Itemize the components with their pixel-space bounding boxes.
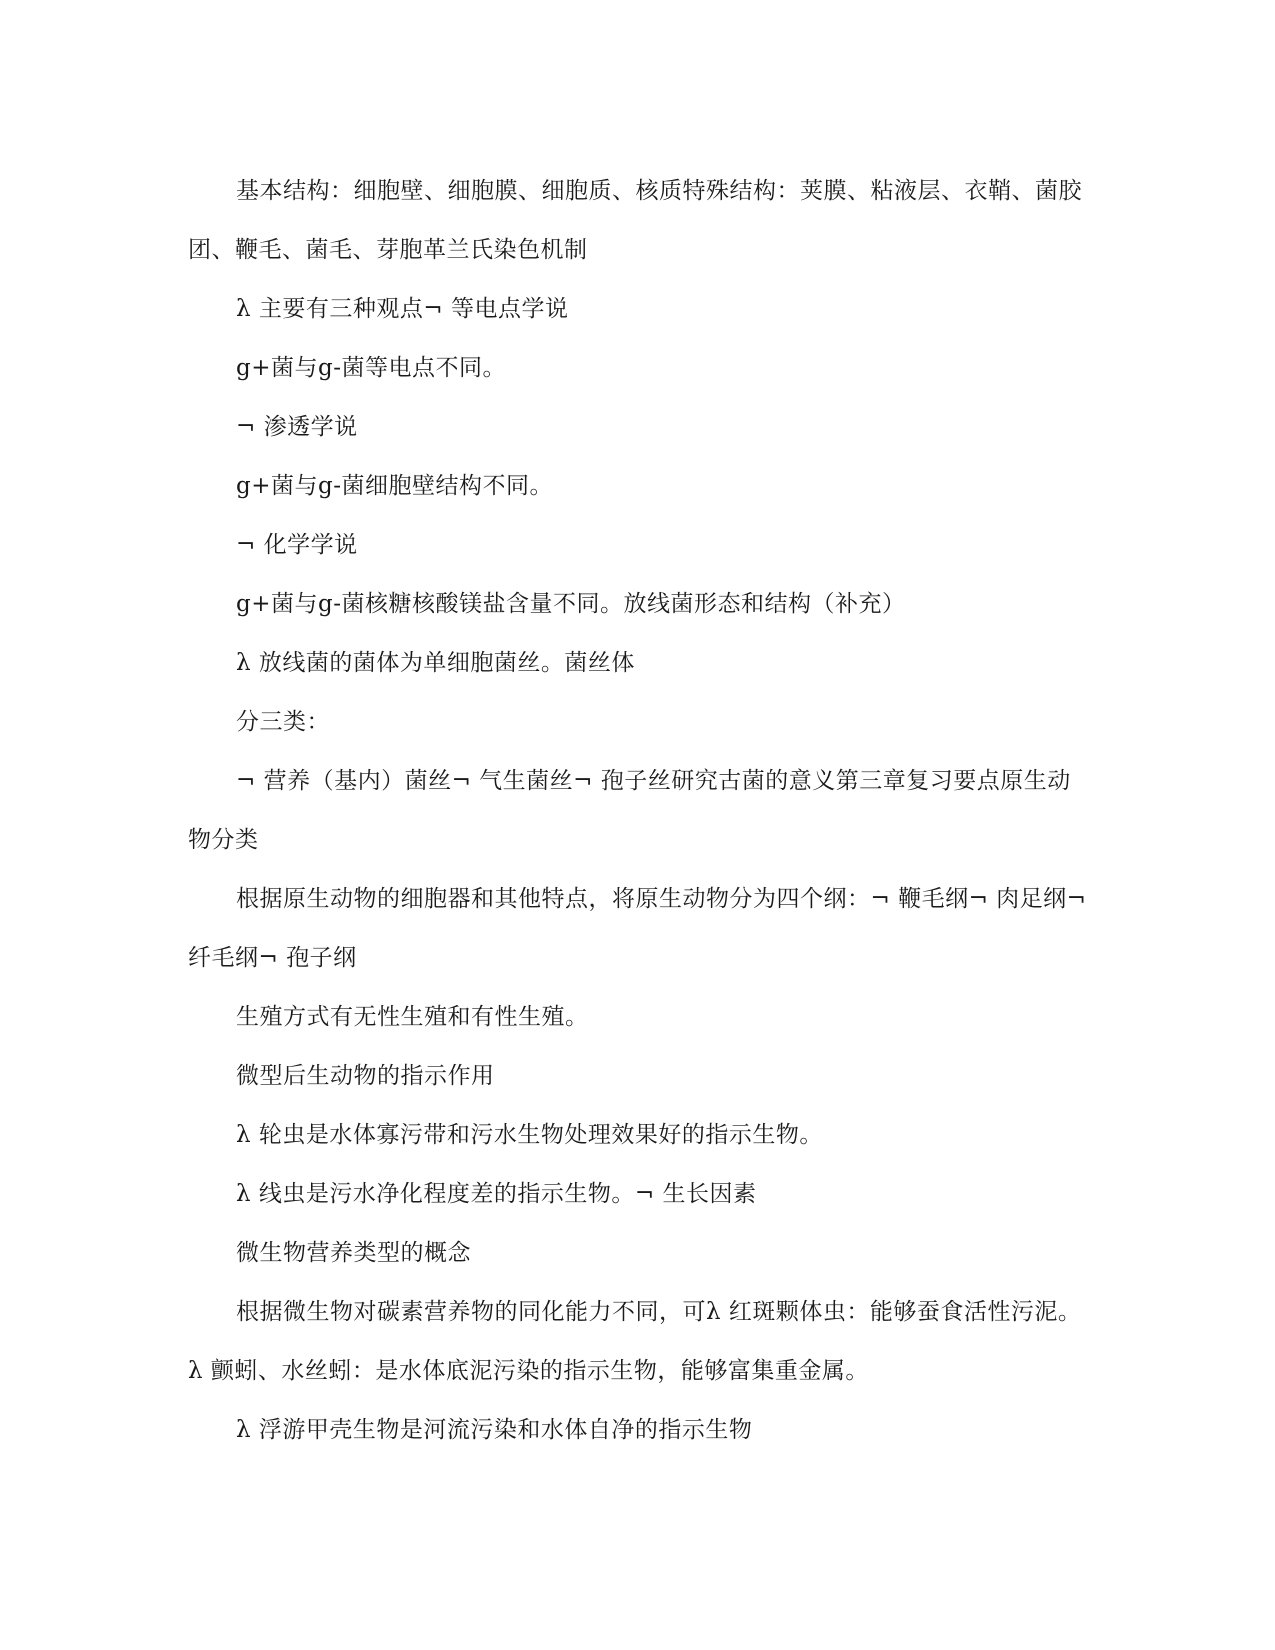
paragraph-actinomycete-hyphae: λ 放线菌的菌体为单细胞菌丝。菌丝体 (236, 650, 635, 676)
paragraph-magnesium-salt: g+菌与g-菌核糖核酸镁盐含量不同。放线菌形态和结构（补充） (236, 591, 906, 617)
paragraph-protozoa-classes: 根据原生动物的细胞器和其他特点，将原生动物分为四个纲：¬ 鞭毛纲¬ 肉足纲¬ 纤毛纲¬ 孢子纲 (188, 886, 1087, 971)
paragraph-nutrition-types: 微生物营养类型的概念 (236, 1240, 471, 1266)
paragraph-three-views: λ 主要有三种观点¬ 等电点学说 (236, 296, 569, 322)
paragraph-indicator-heading: 微型后生动物的指示作用 (236, 1063, 495, 1089)
paragraph-nematode: λ 线虫是污水净化程度差的指示生物。¬ 生长因素 (236, 1181, 757, 1207)
paragraph-permeability-theory: ¬ 渗透学说 (236, 414, 358, 440)
paragraph-chemical-theory: ¬ 化学学说 (236, 532, 358, 558)
paragraph-rotifer: λ 轮虫是水体寡污带和污水生物处理效果好的指示生物。 (236, 1122, 823, 1148)
paragraph-crustacea: λ 浮游甲壳生物是河流污染和水体自净的指示生物 (236, 1417, 753, 1443)
paragraph-reproduction: 生殖方式有无性生殖和有性生殖。 (236, 1004, 589, 1030)
paragraph-hyphae-types: ¬ 营养（基内）菌丝¬ 气生菌丝¬ 孢子丝研究古菌的意义第三章复习要点原生动物分类 (188, 768, 1071, 853)
paragraph-isoelectric: g+菌与g-菌等电点不同。 (236, 355, 506, 381)
paragraph-cell-wall: g+菌与g-菌细胞壁结构不同。 (236, 473, 553, 499)
paragraph-three-classes: 分三类： (236, 709, 330, 735)
paragraph-basic-structure: 基本结构：细胞壁、细胞膜、细胞质、核质特殊结构：荚膜、粘液层、衣鞘、菌胶团、鞭毛、菌毛、芽胞革兰氏染色机制 (188, 178, 1082, 263)
document-body (188, 162, 1088, 1460)
paragraph-carbon-assimilation: 根据微生物对碳素营养物的同化能力不同，可λ 红斑颗体虫：能够蚕食活性污泥。λ 颤蚓、水丝蚓：是水体底泥污染的指示生物，能够富集重金属。 (188, 1299, 1082, 1384)
